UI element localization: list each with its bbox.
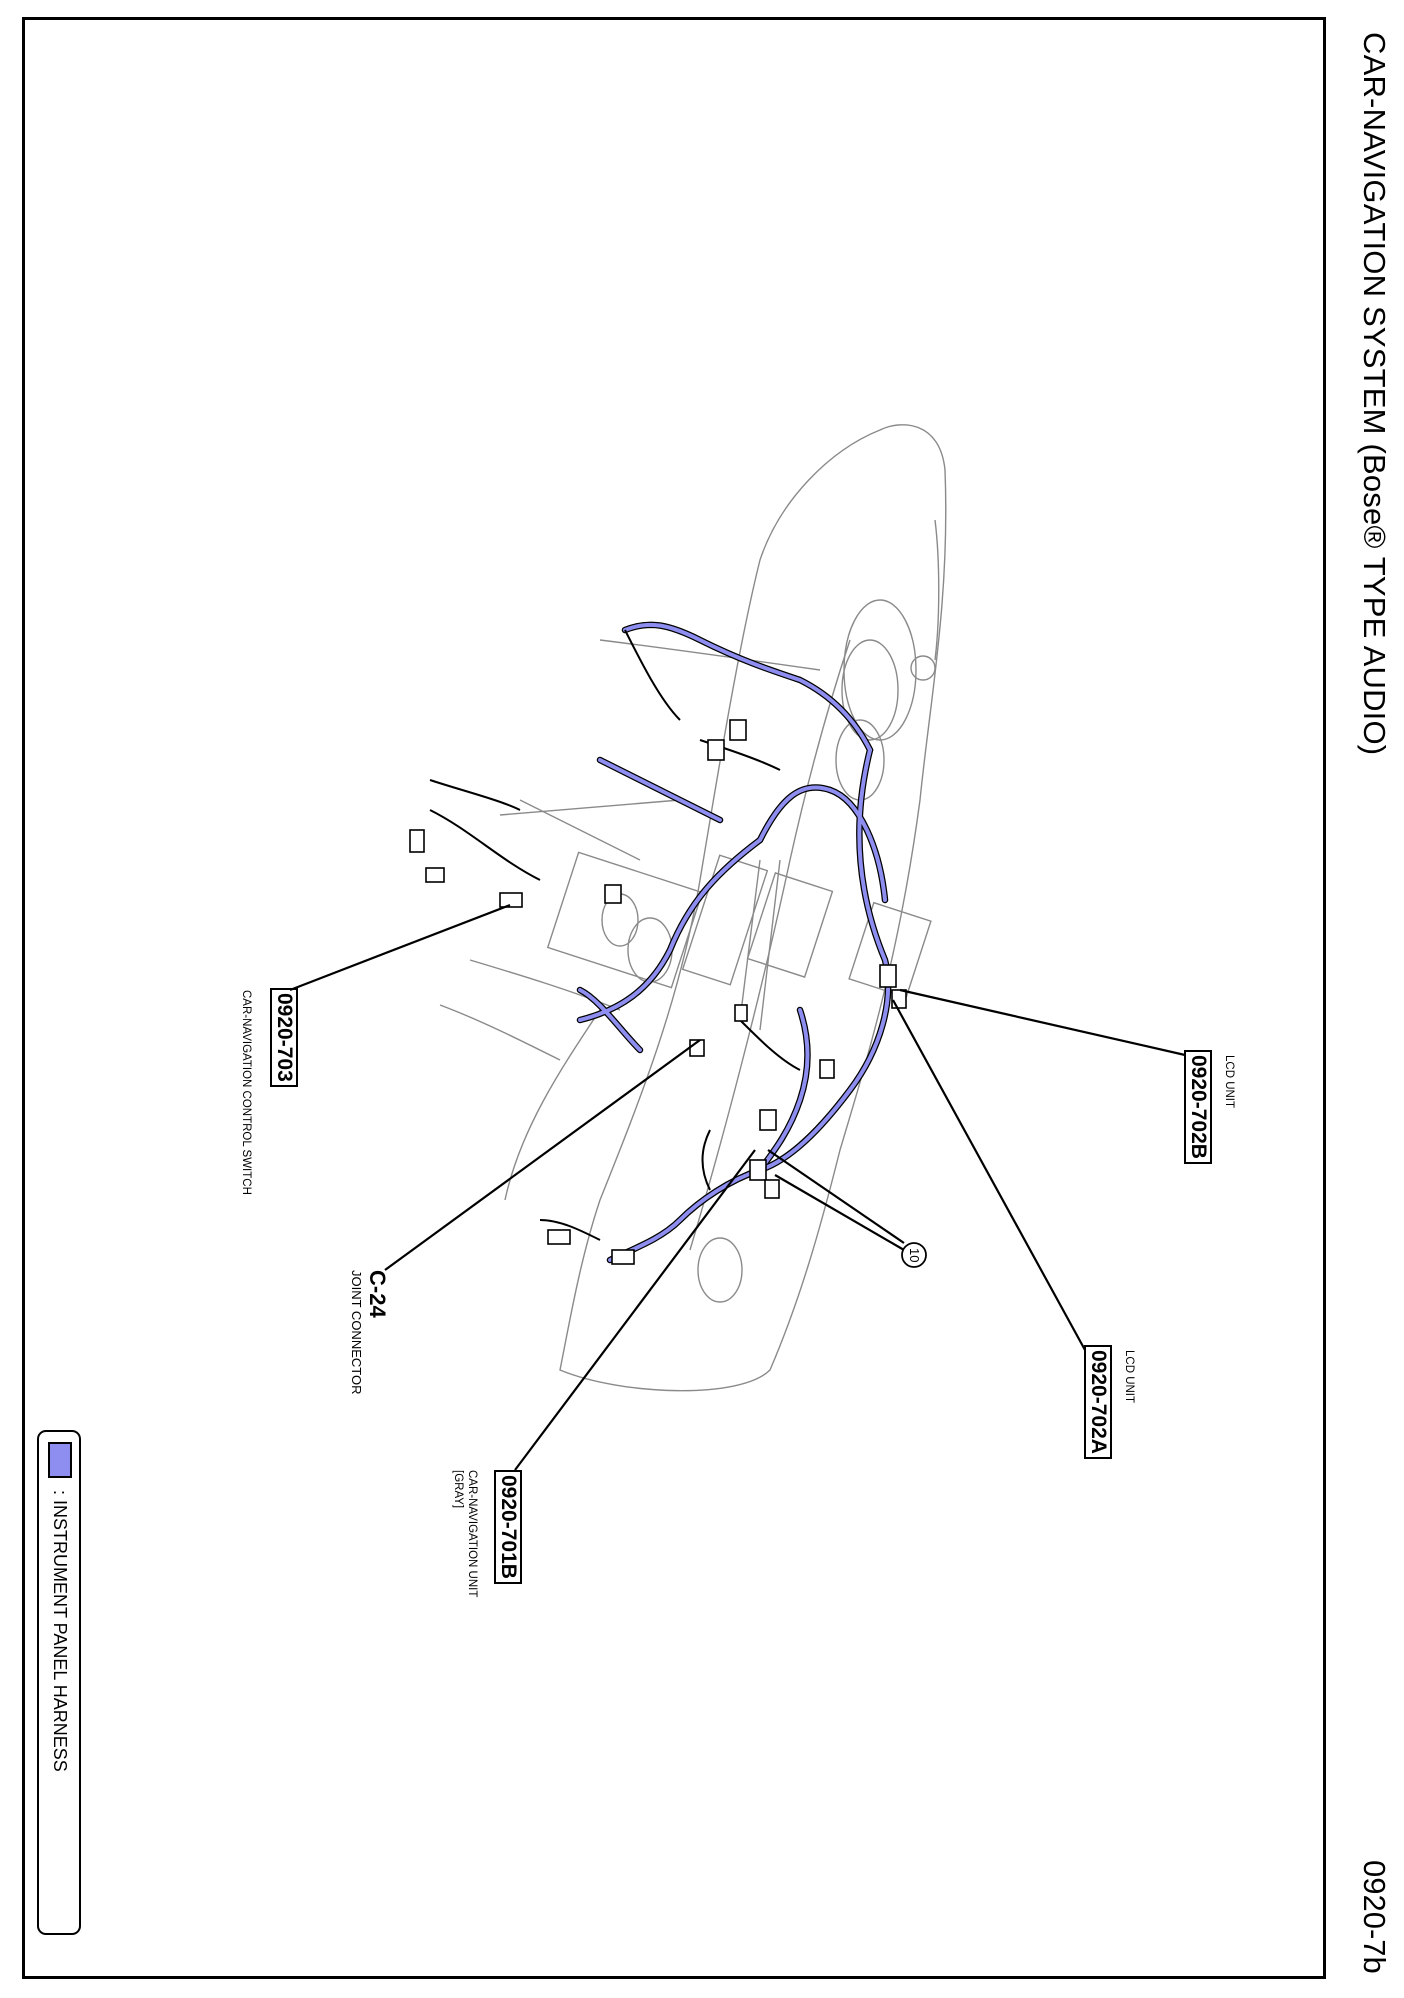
legend-label: : INSTRUMENT PANEL HARNESS <box>50 1490 70 1772</box>
connector-code: 0920-701B <box>494 1470 522 1584</box>
ground-point-number: 10 <box>907 1248 922 1263</box>
leader-0920-703 <box>290 905 510 990</box>
callout-0920-703 <box>270 988 298 1087</box>
leader-c-24 <box>385 1040 700 1270</box>
leader-0920-701b <box>515 1150 755 1470</box>
callout-0920-702a <box>1084 1345 1112 1459</box>
callout-0920-702b-desc: LCD UNIT <box>1223 1055 1235 1109</box>
callout-c-24-desc: JOINT CONNECTOR <box>349 1270 364 1395</box>
callout-c-24: C-24 <box>365 1270 390 1318</box>
callout-0920-701b <box>494 1470 522 1584</box>
leader-ground-b <box>775 1175 904 1250</box>
harness-color-swatch <box>48 1442 72 1478</box>
leader-0920-702b <box>900 990 1185 1055</box>
page-title: CAR-NAVIGATION SYSTEM (Bose® TYPE AUDIO) <box>1357 32 1392 756</box>
callout-0920-701b-note: [GRAY] <box>452 1470 464 1509</box>
callout-0920-702a-desc: LCD UNIT <box>1123 1350 1135 1404</box>
connector-code: 0920-702B <box>1184 1050 1212 1164</box>
callout-0920-701b-desc: CAR-NAVIGATION UNIT <box>466 1470 478 1598</box>
page-code: 0920-7b <box>1357 1860 1392 1974</box>
callout-0920-702b <box>1184 1050 1212 1164</box>
connector-code: 0920-702A <box>1084 1345 1112 1459</box>
callout-0920-703-desc: CAR-NAVIGATION CONTROL SWITCH <box>240 990 252 1195</box>
leader-0920-702a <box>893 1000 1085 1350</box>
connector-code: 0920-703 <box>270 988 298 1087</box>
